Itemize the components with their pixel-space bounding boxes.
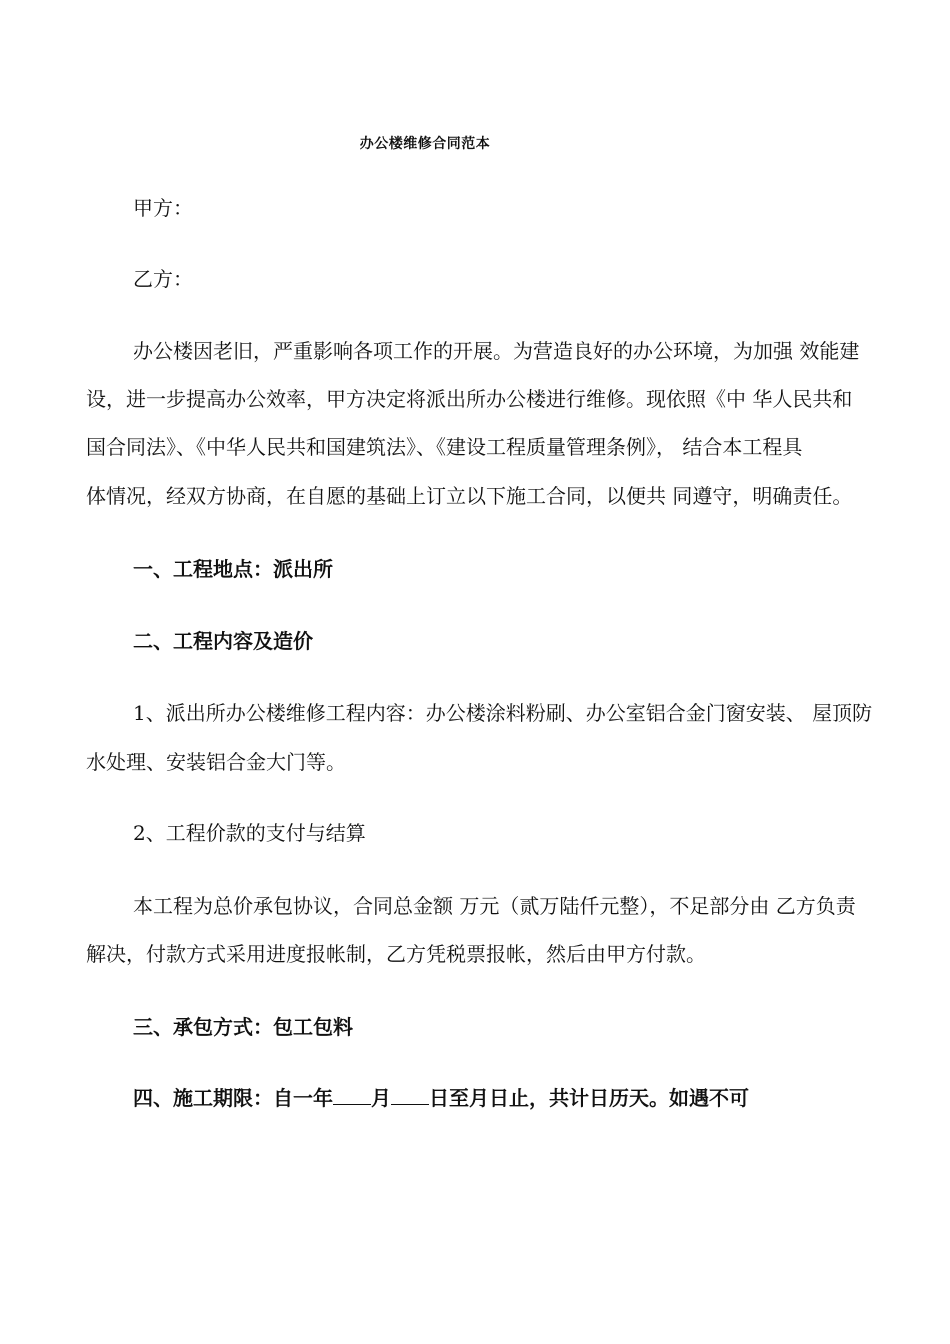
document-title: 办公楼维修合同范本 [359, 136, 491, 152]
party-b-label: 乙方： [133, 267, 193, 291]
day-blank-field [391, 1082, 429, 1105]
section-heading-construction-period [86, 1076, 933, 1120]
item-1-line: 水处理、安装铝合金大门等。 [86, 750, 346, 774]
party-a-label: 甲方： [133, 196, 193, 220]
item-1-line: 1、派出所办公楼维修工程内容：办公楼涂料粉刷、办公室铝合金门窗安装、 屋顶防 [133, 701, 873, 725]
month-blank-field [333, 1082, 371, 1105]
period-text-month: 月 [371, 1086, 391, 1110]
period-text-start: 四、施工期限：自一年 [133, 1086, 333, 1110]
intro-line: 体情况，经双方协商，在自愿的基础上订立以下施工合同，以便共 同遵守，明确责任。 [86, 484, 853, 508]
section-heading-contract-method: 三、承包方式：包工包料 [133, 1015, 353, 1039]
intro-line: 设，进一步提高办公效率，甲方决定将派出所办公楼进行维修。现依照《中 华人民共和 [86, 387, 853, 411]
period-text-end: 日至月日止，共计日历天。如遇不可 [429, 1086, 749, 1110]
payment-line: 本工程为总价承包协议，合同总金额 万元（贰万陆仟元整），不足部分由 乙方负责 [133, 894, 856, 918]
intro-line: 国合同法》、《中华人民共和国建筑法》、《建设工程质量管理条例》， 结合本工程具 [86, 435, 803, 459]
payment-line: 解决，付款方式采用进度报帐制，乙方凭税票报帐，然后由甲方付款。 [86, 942, 706, 966]
section-heading-content-price: 二、工程内容及造价 [133, 629, 313, 653]
intro-line: 办公楼因老旧，严重影响各项工作的开展。为营造良好的办公环境，为加强 效能建 [133, 339, 860, 363]
item-2-heading: 2、工程价款的支付与结算 [133, 821, 366, 845]
section-heading-location: 一、工程地点：派出所 [133, 557, 333, 581]
